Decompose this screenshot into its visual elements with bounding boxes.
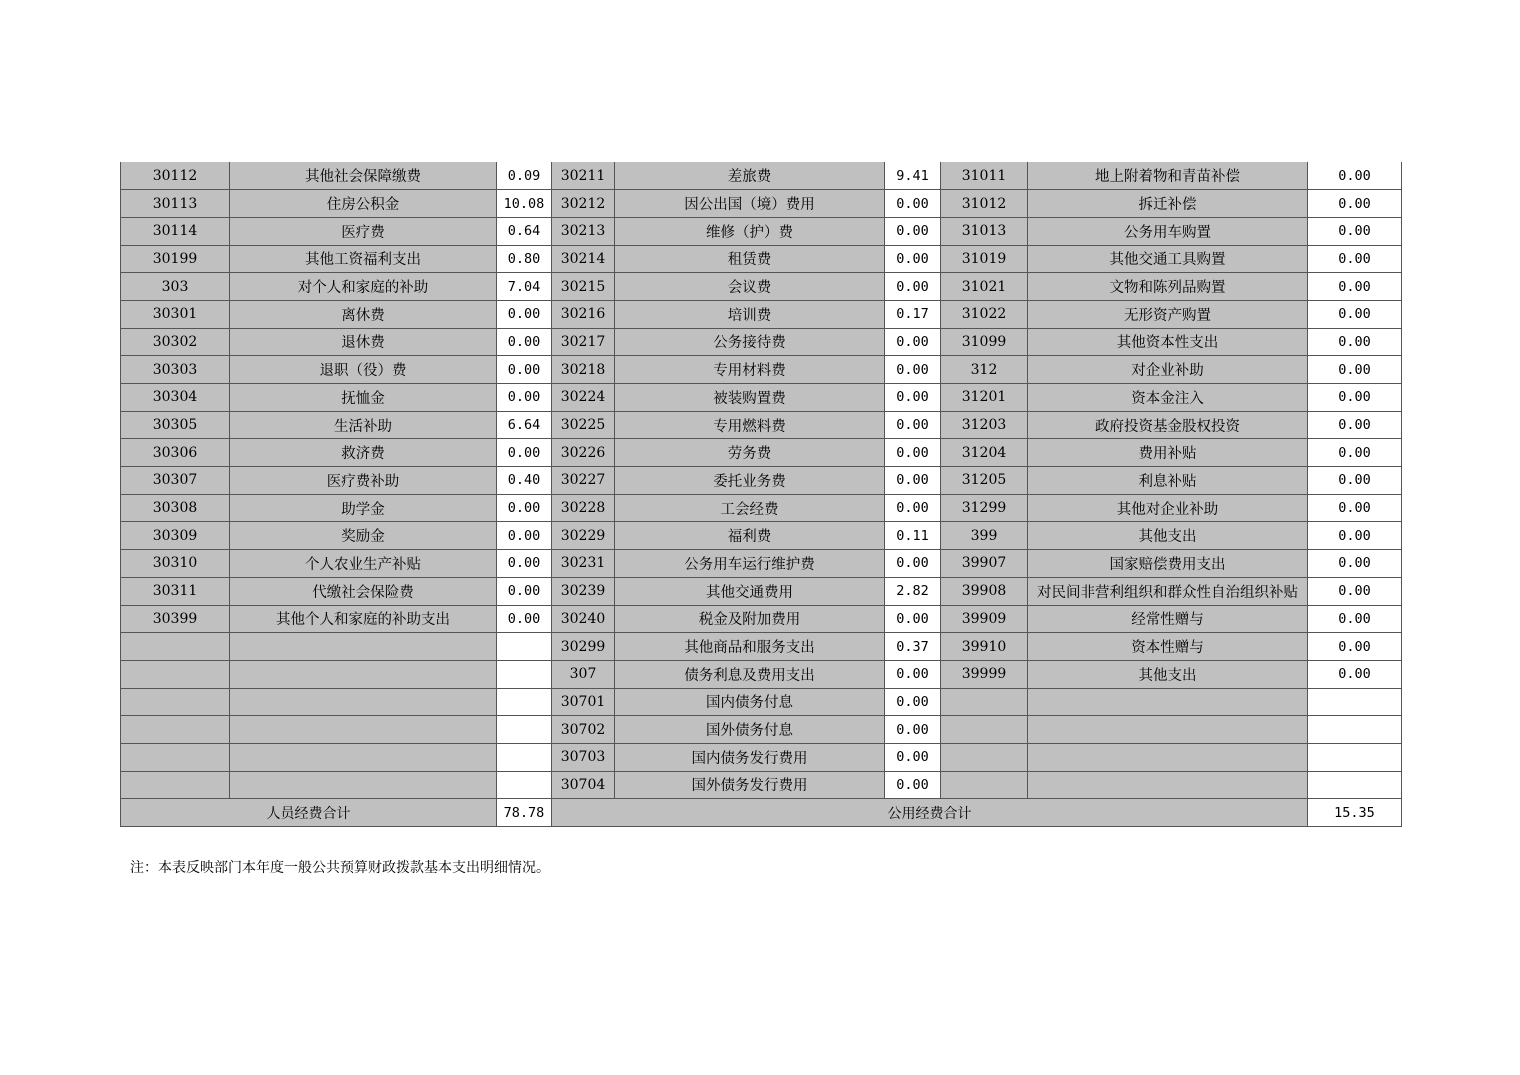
- table-row: [121, 605, 1402, 633]
- personnel-code-cell: 30308: [121, 494, 230, 522]
- capital-amount-cell: 0.00: [1308, 411, 1402, 439]
- personnel-amount-cell: 0.00: [497, 550, 552, 578]
- public-code-cell: 30227: [552, 467, 615, 495]
- personnel-amount-cell: [497, 688, 552, 716]
- personnel-name-cell: 个人农业生产补贴: [230, 550, 497, 578]
- personnel-amount-cell: [497, 716, 552, 744]
- public-amount-cell: 0.00: [885, 605, 941, 633]
- table-row: [121, 300, 1402, 328]
- capital-name-cell: 地上附着物和青苗补偿: [1028, 162, 1308, 190]
- public-amount-cell: 0.17: [885, 300, 941, 328]
- public-code-cell: 30217: [552, 328, 615, 356]
- personnel-amount-cell: 0.00: [497, 605, 552, 633]
- personnel-name-cell: 退职（役）费: [230, 356, 497, 384]
- capital-amount-cell: 0.00: [1308, 245, 1402, 273]
- public-amount-cell: 0.37: [885, 633, 941, 661]
- public-code-cell: 30299: [552, 633, 615, 661]
- capital-amount-cell: 0.00: [1308, 660, 1402, 688]
- personnel-code-cell: 30113: [121, 190, 230, 218]
- totals-row: [121, 799, 1402, 827]
- personnel-amount-cell: 0.09: [497, 162, 552, 190]
- public-code-cell: 30224: [552, 384, 615, 412]
- capital-code-cell: 399: [941, 522, 1028, 550]
- public-name-cell: 差旅费: [615, 162, 885, 190]
- public-name-cell: 税金及附加费用: [615, 605, 885, 633]
- capital-amount-cell: [1308, 743, 1402, 771]
- personnel-amount-cell: 0.00: [497, 439, 552, 467]
- personnel-name-cell: 生活补助: [230, 411, 497, 439]
- capital-amount-cell: [1308, 688, 1402, 716]
- capital-amount-cell: 0.00: [1308, 633, 1402, 661]
- public-code-cell: 30216: [552, 300, 615, 328]
- capital-code-cell: 39909: [941, 605, 1028, 633]
- public-amount-cell: 0.00: [885, 494, 941, 522]
- capital-name-cell: 文物和陈列品购置: [1028, 273, 1308, 301]
- personnel-total-label: 人员经费合计: [121, 799, 497, 827]
- public-amount-cell: 0.00: [885, 439, 941, 467]
- table-row: [121, 273, 1402, 301]
- capital-amount-cell: 0.00: [1308, 467, 1402, 495]
- public-name-cell: 专用燃料费: [615, 411, 885, 439]
- personnel-name-cell: 对个人和家庭的补助: [230, 273, 497, 301]
- public-code-cell: 30211: [552, 162, 615, 190]
- public-amount-cell: 0.00: [885, 411, 941, 439]
- personnel-amount-cell: 7.04: [497, 273, 552, 301]
- capital-code-cell: 31022: [941, 300, 1028, 328]
- personnel-code-cell: 30301: [121, 300, 230, 328]
- public-code-cell: 30218: [552, 356, 615, 384]
- personnel-name-cell: 其他个人和家庭的补助支出: [230, 605, 497, 633]
- personnel-code-cell: 30311: [121, 577, 230, 605]
- table-row: [121, 190, 1402, 218]
- public-name-cell: 培训费: [615, 300, 885, 328]
- public-code-cell: 30213: [552, 217, 615, 245]
- capital-code-cell: [941, 771, 1028, 799]
- capital-name-cell: 其他支出: [1028, 522, 1308, 550]
- public-amount-cell: 0.00: [885, 356, 941, 384]
- table-footnote: 注：本表反映部门本年度一般公共预算财政拨款基本支出明细情况。: [130, 860, 550, 876]
- capital-name-cell: [1028, 771, 1308, 799]
- capital-amount-cell: 0.00: [1308, 577, 1402, 605]
- capital-name-cell: 政府投资基金股权投资: [1028, 411, 1308, 439]
- public-name-cell: 被装购置费: [615, 384, 885, 412]
- capital-code-cell: 31099: [941, 328, 1028, 356]
- public-name-cell: 国内债务发行费用: [615, 743, 885, 771]
- public-name-cell: 公务接待费: [615, 328, 885, 356]
- personnel-name-cell: 退休费: [230, 328, 497, 356]
- personnel-amount-cell: [497, 660, 552, 688]
- personnel-code-cell: 30302: [121, 328, 230, 356]
- personnel-name-cell: 其他工资福利支出: [230, 245, 497, 273]
- public-name-cell: 国外债务发行费用: [615, 771, 885, 799]
- public-amount-cell: 0.00: [885, 550, 941, 578]
- personnel-code-cell: 30112: [121, 162, 230, 190]
- personnel-code-cell: [121, 716, 230, 744]
- personnel-name-cell: 抚恤金: [230, 384, 497, 412]
- capital-amount-cell: 0.00: [1308, 494, 1402, 522]
- capital-amount-cell: 0.00: [1308, 162, 1402, 190]
- table-row: [121, 439, 1402, 467]
- capital-amount-cell: 0.00: [1308, 217, 1402, 245]
- personnel-name-cell: 奖励金: [230, 522, 497, 550]
- public-amount-cell: 0.00: [885, 190, 941, 218]
- personnel-amount-cell: 0.40: [497, 467, 552, 495]
- capital-amount-cell: 0.00: [1308, 190, 1402, 218]
- capital-name-cell: 其他交通工具购置: [1028, 245, 1308, 273]
- capital-name-cell: 拆迁补偿: [1028, 190, 1308, 218]
- public-amount-cell: 0.00: [885, 467, 941, 495]
- capital-name-cell: 其他对企业补助: [1028, 494, 1308, 522]
- capital-code-cell: 39910: [941, 633, 1028, 661]
- capital-name-cell: 无形资产购置: [1028, 300, 1308, 328]
- personnel-code-cell: [121, 743, 230, 771]
- capital-amount-cell: 0.00: [1308, 550, 1402, 578]
- public-name-cell: 委托业务费: [615, 467, 885, 495]
- personnel-amount-cell: 0.00: [497, 328, 552, 356]
- public-name-cell: 公务用车运行维护费: [615, 550, 885, 578]
- public-name-cell: 工会经费: [615, 494, 885, 522]
- personnel-amount-cell: 6.64: [497, 411, 552, 439]
- personnel-code-cell: [121, 688, 230, 716]
- capital-amount-cell: 0.00: [1308, 439, 1402, 467]
- public-name-cell: 劳务费: [615, 439, 885, 467]
- capital-code-cell: 31011: [941, 162, 1028, 190]
- capital-amount-cell: [1308, 716, 1402, 744]
- personnel-amount-cell: 0.00: [497, 494, 552, 522]
- capital-amount-cell: 0.00: [1308, 328, 1402, 356]
- capital-code-cell: 31201: [941, 384, 1028, 412]
- capital-code-cell: 31204: [941, 439, 1028, 467]
- capital-amount-cell: [1308, 771, 1402, 799]
- capital-code-cell: 31012: [941, 190, 1028, 218]
- public-name-cell: 国内债务付息: [615, 688, 885, 716]
- public-amount-cell: 0.00: [885, 660, 941, 688]
- personnel-name-cell: 代缴社会保险费: [230, 577, 497, 605]
- capital-code-cell: 39908: [941, 577, 1028, 605]
- public-amount-cell: 0.00: [885, 716, 941, 744]
- table-row: [121, 522, 1402, 550]
- public-amount-cell: 0.00: [885, 328, 941, 356]
- public-name-cell: 专用材料费: [615, 356, 885, 384]
- capital-name-cell: 费用补贴: [1028, 439, 1308, 467]
- personnel-amount-cell: [497, 771, 552, 799]
- table-row: [121, 217, 1402, 245]
- public-code-cell: 30701: [552, 688, 615, 716]
- budget-expense-table: [120, 162, 1402, 827]
- capital-code-cell: 31021: [941, 273, 1028, 301]
- public-amount-cell: 9.41: [885, 162, 941, 190]
- personnel-code-cell: 30304: [121, 384, 230, 412]
- public-total-label: 公用经费合计: [552, 799, 1308, 827]
- personnel-amount-cell: 0.00: [497, 577, 552, 605]
- capital-name-cell: 对民间非营利组织和群众性自治组织补贴: [1028, 577, 1308, 605]
- personnel-name-cell: [230, 688, 497, 716]
- public-amount-cell: 0.00: [885, 743, 941, 771]
- personnel-name-cell: [230, 633, 497, 661]
- personnel-code-cell: 30114: [121, 217, 230, 245]
- personnel-amount-cell: 10.08: [497, 190, 552, 218]
- personnel-amount-cell: 0.80: [497, 245, 552, 273]
- table-row: [121, 660, 1402, 688]
- table-row: [121, 494, 1402, 522]
- capital-name-cell: 利息补贴: [1028, 467, 1308, 495]
- table-row: [121, 743, 1402, 771]
- personnel-code-cell: [121, 633, 230, 661]
- personnel-code-cell: 30310: [121, 550, 230, 578]
- capital-code-cell: [941, 716, 1028, 744]
- personnel-code-cell: [121, 771, 230, 799]
- capital-code-cell: [941, 743, 1028, 771]
- public-total-value: 15.35: [1308, 799, 1402, 827]
- public-code-cell: 30225: [552, 411, 615, 439]
- table-row: [121, 411, 1402, 439]
- public-code-cell: 30240: [552, 605, 615, 633]
- capital-name-cell: [1028, 743, 1308, 771]
- personnel-code-cell: 30307: [121, 467, 230, 495]
- personnel-amount-cell: 0.00: [497, 356, 552, 384]
- table-row: [121, 550, 1402, 578]
- capital-amount-cell: 0.00: [1308, 384, 1402, 412]
- personnel-code-cell: 30306: [121, 439, 230, 467]
- table-row: [121, 577, 1402, 605]
- personnel-name-cell: 医疗费补助: [230, 467, 497, 495]
- table-row: [121, 716, 1402, 744]
- public-code-cell: 30228: [552, 494, 615, 522]
- table-row: [121, 162, 1402, 190]
- table-row: [121, 771, 1402, 799]
- public-amount-cell: 0.00: [885, 245, 941, 273]
- capital-name-cell: 对企业补助: [1028, 356, 1308, 384]
- capital-code-cell: [941, 688, 1028, 716]
- personnel-code-cell: 30199: [121, 245, 230, 273]
- personnel-total-value: 78.78: [497, 799, 552, 827]
- public-code-cell: 30215: [552, 273, 615, 301]
- personnel-name-cell: 离休费: [230, 300, 497, 328]
- capital-code-cell: 31203: [941, 411, 1028, 439]
- personnel-name-cell: [230, 660, 497, 688]
- capital-code-cell: 39907: [941, 550, 1028, 578]
- public-code-cell: 30704: [552, 771, 615, 799]
- public-name-cell: 其他商品和服务支出: [615, 633, 885, 661]
- personnel-name-cell: 助学金: [230, 494, 497, 522]
- public-name-cell: 其他交通费用: [615, 577, 885, 605]
- public-code-cell: 30226: [552, 439, 615, 467]
- public-name-cell: 会议费: [615, 273, 885, 301]
- capital-name-cell: 其他支出: [1028, 660, 1308, 688]
- table-row: [121, 245, 1402, 273]
- capital-code-cell: 31013: [941, 217, 1028, 245]
- personnel-name-cell: [230, 716, 497, 744]
- personnel-name-cell: 住房公积金: [230, 190, 497, 218]
- public-name-cell: 维修（护）费: [615, 217, 885, 245]
- personnel-amount-cell: [497, 743, 552, 771]
- personnel-amount-cell: 0.00: [497, 384, 552, 412]
- public-code-cell: 30229: [552, 522, 615, 550]
- capital-code-cell: 39999: [941, 660, 1028, 688]
- personnel-name-cell: 医疗费: [230, 217, 497, 245]
- capital-name-cell: 资本金注入: [1028, 384, 1308, 412]
- public-code-cell: 30703: [552, 743, 615, 771]
- capital-amount-cell: 0.00: [1308, 356, 1402, 384]
- personnel-code-cell: 30303: [121, 356, 230, 384]
- personnel-name-cell: [230, 771, 497, 799]
- capital-code-cell: 31019: [941, 245, 1028, 273]
- public-code-cell: 307: [552, 660, 615, 688]
- personnel-name-cell: 其他社会保障缴费: [230, 162, 497, 190]
- personnel-amount-cell: 0.00: [497, 522, 552, 550]
- personnel-code-cell: 30309: [121, 522, 230, 550]
- capital-code-cell: 312: [941, 356, 1028, 384]
- public-code-cell: 30214: [552, 245, 615, 273]
- public-code-cell: 30702: [552, 716, 615, 744]
- public-amount-cell: 0.00: [885, 217, 941, 245]
- public-amount-cell: 0.00: [885, 688, 941, 716]
- table-row: [121, 356, 1402, 384]
- public-code-cell: 30212: [552, 190, 615, 218]
- public-code-cell: 30231: [552, 550, 615, 578]
- public-amount-cell: 0.00: [885, 273, 941, 301]
- public-amount-cell: 0.11: [885, 522, 941, 550]
- public-name-cell: 福利费: [615, 522, 885, 550]
- personnel-name-cell: 救济费: [230, 439, 497, 467]
- capital-name-cell: [1028, 716, 1308, 744]
- public-amount-cell: 2.82: [885, 577, 941, 605]
- public-amount-cell: 0.00: [885, 771, 941, 799]
- capital-amount-cell: 0.00: [1308, 300, 1402, 328]
- personnel-amount-cell: [497, 633, 552, 661]
- capital-amount-cell: 0.00: [1308, 273, 1402, 301]
- public-name-cell: 国外债务付息: [615, 716, 885, 744]
- table-row: [121, 467, 1402, 495]
- capital-name-cell: 国家赔偿费用支出: [1028, 550, 1308, 578]
- capital-code-cell: 31205: [941, 467, 1028, 495]
- table-row: [121, 384, 1402, 412]
- capital-name-cell: 经常性赠与: [1028, 605, 1308, 633]
- personnel-amount-cell: 0.64: [497, 217, 552, 245]
- table-row: [121, 633, 1402, 661]
- capital-code-cell: 31299: [941, 494, 1028, 522]
- capital-name-cell: [1028, 688, 1308, 716]
- capital-name-cell: 公务用车购置: [1028, 217, 1308, 245]
- personnel-code-cell: 30399: [121, 605, 230, 633]
- personnel-code-cell: 303: [121, 273, 230, 301]
- public-name-cell: 债务利息及费用支出: [615, 660, 885, 688]
- personnel-name-cell: [230, 743, 497, 771]
- capital-amount-cell: 0.00: [1308, 522, 1402, 550]
- public-code-cell: 30239: [552, 577, 615, 605]
- personnel-code-cell: 30305: [121, 411, 230, 439]
- table-row: [121, 688, 1402, 716]
- capital-name-cell: 资本性赠与: [1028, 633, 1308, 661]
- table-row: [121, 328, 1402, 356]
- capital-name-cell: 其他资本性支出: [1028, 328, 1308, 356]
- personnel-code-cell: [121, 660, 230, 688]
- capital-amount-cell: 0.00: [1308, 605, 1402, 633]
- public-amount-cell: 0.00: [885, 384, 941, 412]
- public-name-cell: 租赁费: [615, 245, 885, 273]
- personnel-amount-cell: 0.00: [497, 300, 552, 328]
- public-name-cell: 因公出国（境）费用: [615, 190, 885, 218]
